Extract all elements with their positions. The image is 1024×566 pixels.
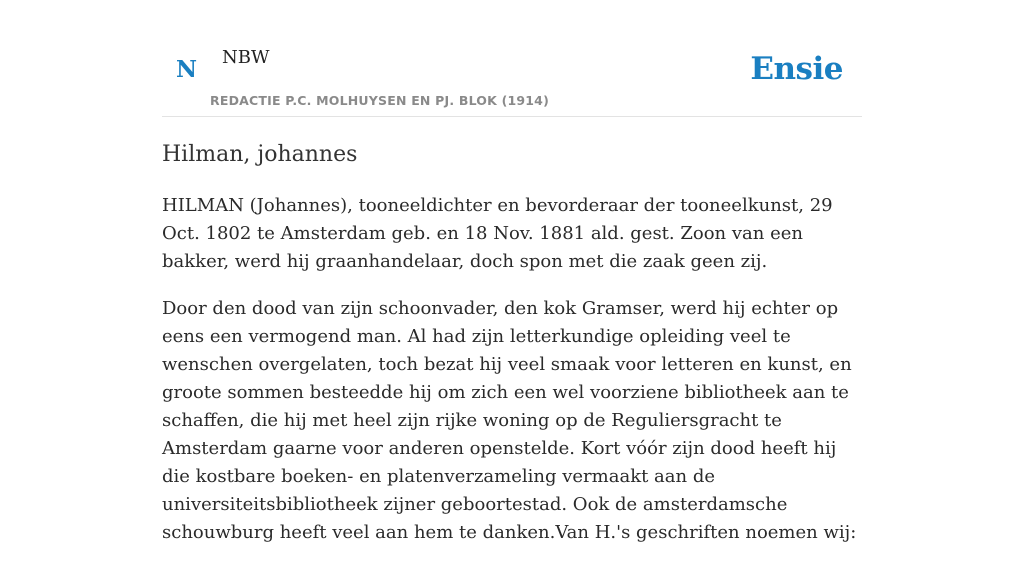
- article-paragraph: HILMAN (Johannes), tooneeldichter en bevorderaar der tooneelkunst, 29 Oct. 1802 te Amsterdam geb. en 18 Nov. 1881 ald. gest. Zoon van een bakker, werd hij graanhandelaar, doch spon met die zaak geen zij.: [162, 195, 833, 272]
- source-name[interactable]: NBW: [222, 47, 270, 68]
- site-header: [162, 0, 862, 117]
- brand-logo[interactable]: Ensie: [750, 51, 843, 87]
- article-title: Hilman, johannes: [162, 142, 358, 167]
- article-paragraph: Door den dood van zijn schoonvader, den kok Gramser, werd hij echter op eens een vermogend man. Al had zijn letterkundige opleiding veel te wenschen overgelaten, toch bezat hij veel smaak voor letteren en kunst, en groote sommen besteedde hij om zich een wel voorziene bibliotheek aan te schaffen, die hij met heel zijn rijke woning op de Reguliersgracht te Amsterdam gaarne voor anderen openstelde. Kort vóór zijn dood heeft hij die kostbare boeken- en platenverzameling vermaakt aan de universiteitsbibliotheek zijner geboortestad. Ook de amsterdamsche schouwburg heeft veel aan hem te danken.Van H.'s geschriften noemen wij:: [162, 298, 857, 543]
- source-logo[interactable]: N: [176, 56, 198, 83]
- source-editors: REDACTIE P.C. MOLHUYSEN EN PJ. BLOK (1914): [210, 93, 549, 108]
- article-body: [162, 192, 868, 566]
